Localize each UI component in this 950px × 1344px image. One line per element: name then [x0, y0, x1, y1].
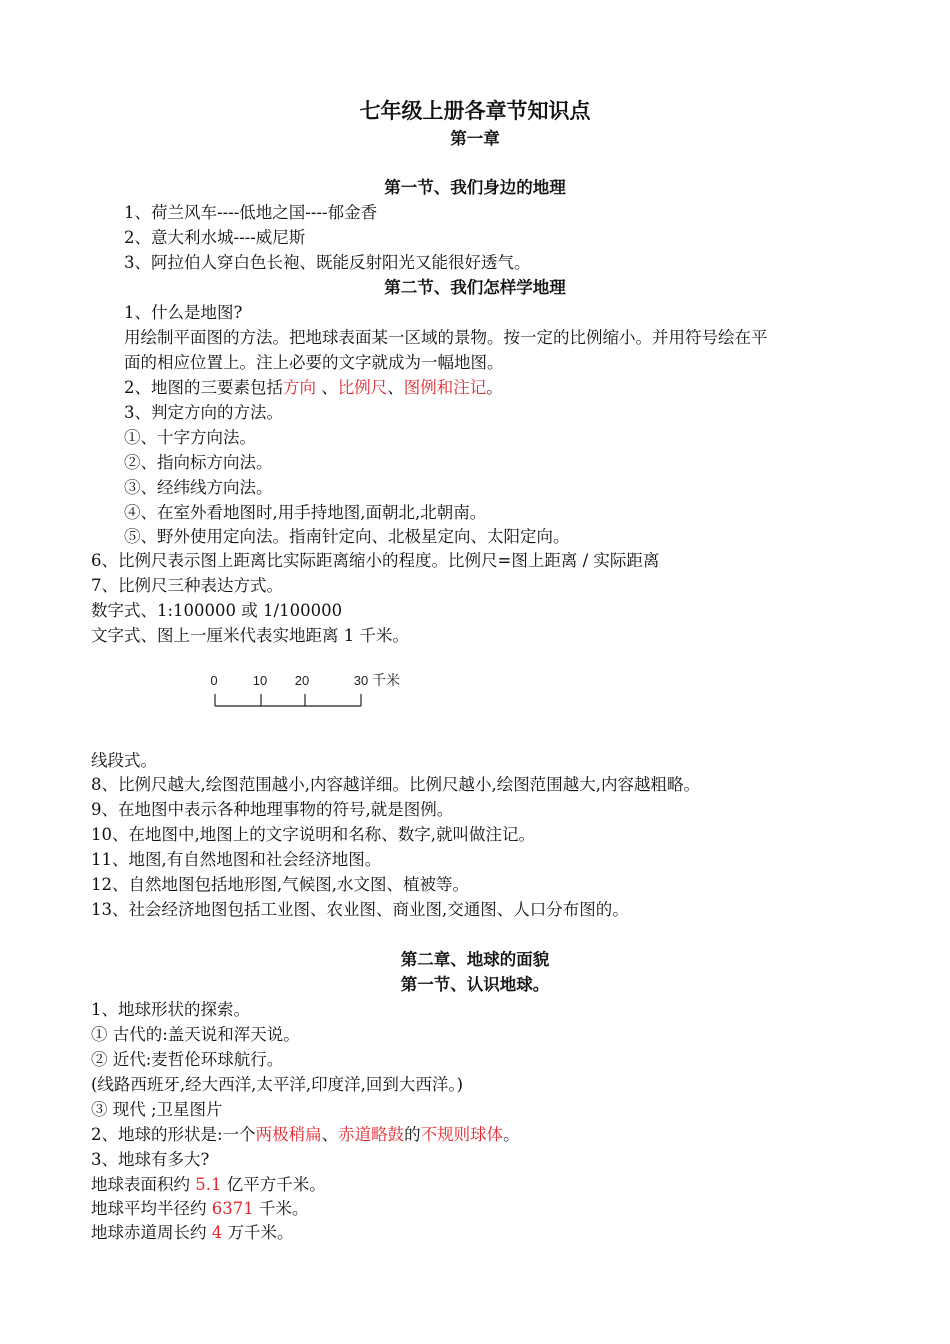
earth-shape-poles: 两极稍扁	[255, 1125, 322, 1144]
linear-scale-caption: 线段式。	[91, 751, 157, 770]
list-item: ① 古代的:盖天说和浑天说。	[91, 1025, 300, 1044]
earth-surface-area	[91, 1172, 326, 1197]
voyage-route: (线路西班牙,经大西洋,太平洋,印度洋,回到大西洋。)	[91, 1075, 464, 1094]
chapter-1-heading: 第一章	[450, 129, 500, 148]
map-definition-line-2: 面的相应位置上。注上必要的文字就成为一幅地图。	[124, 353, 504, 372]
direction-method: ③、经纬线方向法。	[124, 478, 273, 497]
area-label: 地球表面积约	[91, 1175, 196, 1194]
period: 。	[503, 1125, 520, 1144]
list-item: ③ 现代 ;卫星图片	[91, 1100, 223, 1119]
separator: 、	[387, 378, 404, 397]
direction-method: ②、指向标方向法。	[124, 453, 273, 472]
list-item: 3、阿拉伯人穿白色长袍、既能反射阳光又能很好透气。	[124, 253, 531, 272]
question-what-is-map: 1、什么是地图?	[124, 303, 243, 322]
direction-methods-heading: 3、判定方向的方法。	[124, 403, 283, 422]
area-value: 5.1	[195, 1175, 222, 1194]
list-item: 13、社会经济地图包括工业图、农业图、商业图,交通图、人口分布图的。	[91, 900, 629, 919]
direction-method: ①、十字方向法。	[124, 428, 256, 447]
equator-value: 4	[211, 1223, 223, 1242]
area-unit: 亿平方千米。	[221, 1175, 326, 1194]
list-item: 8、比例尺越大,绘图范围越小,内容越详细。比例尺越小,绘图范围越大,内容越粗略。	[91, 775, 700, 794]
chapter-2-heading: 第二章、地球的面貌	[400, 950, 550, 969]
scale-tick-label: 10	[252, 673, 268, 688]
equator-unit: 万千米。	[222, 1223, 294, 1242]
verbal-scale: 文字式、图上一厘米代表实地距离 1 千米。	[91, 626, 409, 645]
list-item: 2、意大利水城----威尼斯	[124, 228, 306, 247]
equator-label: 地球赤道周长约	[91, 1223, 212, 1242]
three-elements-prefix: 2、地图的三要素包括	[124, 378, 283, 397]
period: 。	[486, 378, 503, 397]
list-item: ② 近代:麦哲伦环球航行。	[91, 1050, 284, 1069]
earth-shape-exploration: 1、地球形状的探索。	[91, 1000, 250, 1019]
scale-tick-label: 20	[294, 673, 310, 688]
element-scale: 比例尺	[337, 378, 388, 397]
earth-equator-length	[91, 1220, 294, 1245]
radius-value: 6371	[211, 1199, 254, 1218]
list-item: 12、自然地图包括地形图,气候图,水文图、植被等。	[91, 875, 469, 894]
element-direction: 方向	[283, 378, 316, 397]
numeric-scale: 数字式、1:100000 或 1/100000	[91, 601, 343, 620]
scale-unit-label: 千米	[372, 673, 400, 689]
map-three-elements	[124, 375, 503, 400]
section-1-2-heading: 第二节、我们怎样学地理	[384, 278, 566, 297]
direction-method: ④、在室外看地图时,用手持地图,面朝北,北朝南。	[124, 503, 487, 522]
scale-tick-label: 30	[353, 673, 369, 688]
scale-tick-label: 0	[210, 673, 218, 688]
scale-forms-heading: 7、比例尺三种表达方式。	[91, 576, 283, 595]
earth-shape-irregular: 不规则球体	[420, 1125, 504, 1144]
linear-scale-bar	[200, 668, 430, 716]
separator: 、	[321, 1125, 339, 1144]
list-item: 9、在地图中表示各种地理事物的符号,就是图例。	[91, 800, 454, 819]
list-item: 11、地图,有自然地图和社会经济地图。	[91, 850, 382, 869]
section-1-1-heading: 第一节、我们身边的地理	[384, 178, 566, 197]
radius-unit: 千米。	[253, 1199, 309, 1218]
scale-definition: 6、比例尺表示图上距离比实际距离缩小的程度。比例尺=图上距离 / 实际距离	[91, 551, 660, 570]
element-legend: 图例和注记	[403, 378, 487, 397]
radius-label: 地球平均半径约	[91, 1199, 212, 1218]
connector: 的	[404, 1125, 421, 1144]
separator: 、	[316, 378, 338, 397]
direction-method: ⑤、野外使用定向法。指南针定向、北极星定向、太阳定向。	[124, 527, 570, 546]
section-2-1-heading: 第一节、认识地球。	[400, 975, 550, 994]
earth-radius	[91, 1196, 309, 1221]
earth-size-heading: 3、地球有多大?	[91, 1150, 210, 1169]
list-item: 10、在地图中,地图上的文字说明和名称、数字,就叫做注记。	[91, 825, 535, 844]
earth-shape-equator: 赤道略鼓	[338, 1125, 405, 1144]
earth-shape-prefix: 2、地球的形状是:一个	[91, 1125, 256, 1144]
earth-shape	[91, 1122, 520, 1147]
list-item: 1、荷兰风车----低地之国----郁金香	[124, 203, 378, 222]
document-title: 七年级上册各章节知识点	[359, 98, 591, 123]
map-definition-line-1: 用绘制平面图的方法。把地球表面某一区域的景物。按一定的比例缩小。并用符号绘在平	[124, 328, 768, 347]
